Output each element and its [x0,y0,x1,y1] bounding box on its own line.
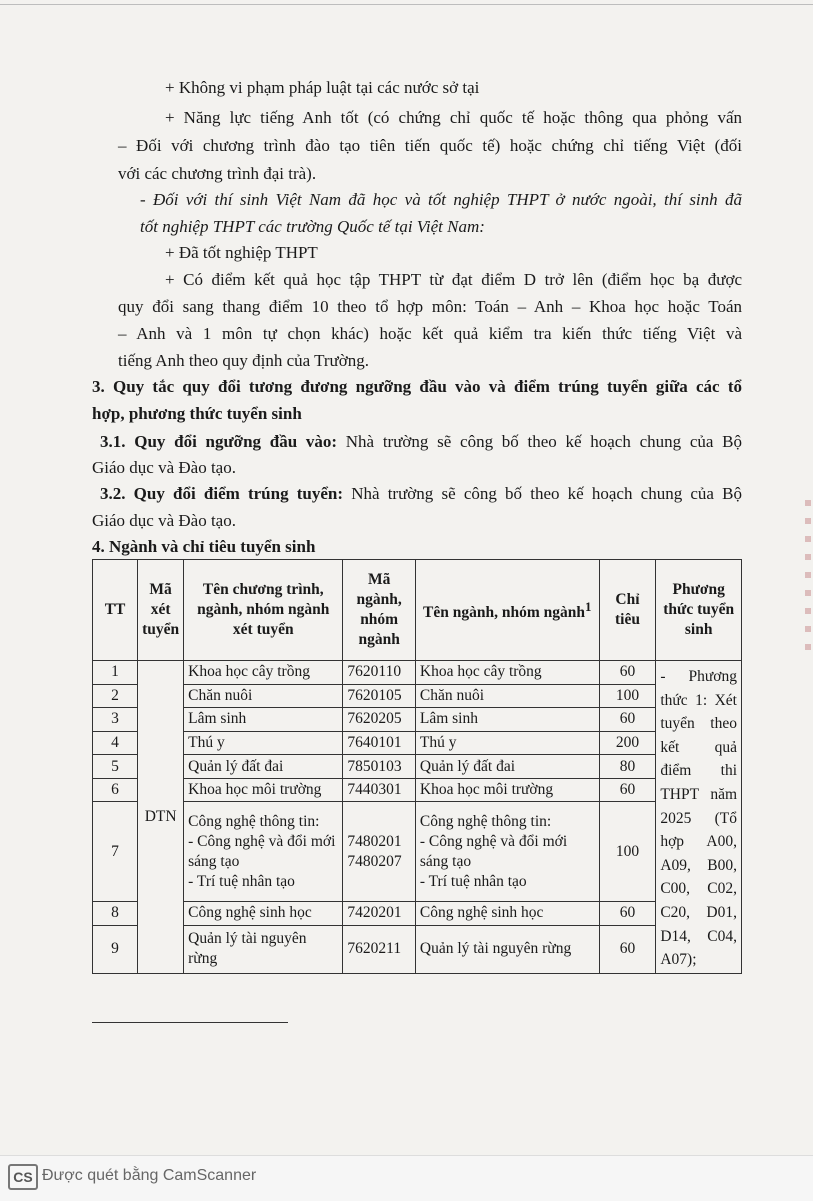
row-tt: 9 [93,925,138,973]
scanner-footer [0,1155,813,1201]
major-line: Công nghệ thông tin: [419,812,552,830]
row-code: 7850103 [343,755,415,779]
row-quota: 80 [599,755,656,779]
section-3-2-label: 3.2. Quy đổi điểm trúng tuyển: [100,484,344,503]
bullet-graduated: + Đã tốt nghiệp THPT [165,243,318,262]
table-row [93,661,742,685]
admission-method-cell: - Phương thức 1: Xét tuyển theo kết quả điểm thi THPT năm 2025 (Tổ hợp A00, A09, B00, C00, C02, C20, D01, D14, C04, A07); [656,661,742,974]
table-row [93,684,742,708]
table-header-row [93,560,742,661]
row-quota: 60 [599,901,656,925]
row-code: 7440301 [343,778,415,802]
row-program: Chăn nuôi [184,684,343,708]
row-quota: 60 [599,778,656,802]
table-row [93,731,742,755]
header-program-name: Tên chương trình, ngành, nhóm ngành xét tuyển [184,560,343,661]
section-3-2-text: Nhà trường sẽ công bố theo kế hoạch chung của Bộ [343,484,742,503]
header-quota: Chỉ tiêu [599,560,656,661]
header-method: Phương thức tuyển sinh [656,560,742,661]
row-major: Khoa học cây trồng [415,661,599,685]
program-line: - Trí tuệ nhân tạo [188,872,295,890]
camscanner-logo: CS [8,1164,38,1190]
foreign-candidates-line2: tốt nghiệp THPT các trường Quốc tế tại Việt Nam: [140,217,485,236]
row-quota: 100 [599,802,656,901]
row-code: 7420201 [343,901,415,925]
bullet-score-line1: + Có điểm kết quả học tập THPT từ đạt điểm D trở lên (điểm học bạ được [165,270,742,289]
row-major: Lâm sinh [415,708,599,732]
row-quota: 60 [599,708,656,732]
table-row [93,708,742,732]
bullet-score-line4: tiếng Anh theo quy định của Trường. [118,351,370,370]
row-code: 7620105 [343,684,415,708]
row-tt: 8 [93,901,138,925]
section-4-heading: 4. Ngành và chỉ tiêu tuyển sinh [92,537,316,556]
row-tt: 3 [93,708,138,732]
row-tt: 4 [93,731,138,755]
section-3-1-label: 3.1. Quy đổi ngưỡng đầu vào: [100,432,338,451]
row-code: 7640101 [343,731,415,755]
row-tt: 6 [93,778,138,802]
footnote-marker: 1 [585,598,592,614]
header-major-name [415,560,599,661]
row-program: Khoa học cây trồng [184,661,343,685]
section-3-heading-line1: 3. Quy tắc quy đổi tương đương ngưỡng đầu vào và điểm trúng tuyển giữa các tổ [92,377,742,396]
ma-xet-tuyen-cell: DTN [138,661,184,974]
row-program: Thú y [184,731,343,755]
section-3-1-line2: Giáo dục và Đào tạo. [92,458,236,477]
bullet-english-line1: + Năng lực tiếng Anh tốt (có chứng chỉ quốc tế hoặc thông qua phỏng vấn [165,108,742,127]
section-3-2-line2: Giáo dục và Đào tạo. [92,511,236,530]
row-major [415,802,599,901]
row-quota: 60 [599,661,656,685]
row-major: Khoa học môi trường [415,778,599,802]
section-3-1-line1 [100,430,742,454]
code-line: 7480207 [347,852,402,870]
table-row [93,802,742,901]
row-tt: 1 [93,661,138,685]
row-program [184,802,343,901]
row-code: 7620110 [343,661,415,685]
row-quota: 200 [599,731,656,755]
row-major: Chăn nuôi [415,684,599,708]
row-program: Quản lý tài nguyên rừng [184,925,343,973]
section-3-2-line1 [100,482,742,506]
row-program: Khoa học môi trường [184,778,343,802]
row-program: Quản lý đất đai [184,755,343,779]
row-tt: 7 [93,802,138,901]
row-tt: 2 [93,684,138,708]
section-3-1-text: Nhà trường sẽ công bố theo kế hoạch chung của Bộ [337,432,742,451]
row-major: Công nghệ sinh học [415,901,599,925]
program-line: - Công nghệ và đổi mới sáng tạo [188,832,336,870]
bullet-no-violation: + Không vi phạm pháp luật tại các nước sở tại [165,78,480,97]
row-code: 7620211 [343,925,415,973]
header-tt: TT [93,560,138,661]
admission-quota-table [92,559,742,974]
header-major-name-text: Tên ngành, nhóm ngành [423,604,586,622]
table-row [93,925,742,973]
row-major: Quản lý tài nguyên rừng [415,925,599,973]
header-major-code: Mã ngành, nhóm ngành [343,560,415,661]
row-code [343,802,415,901]
table-row [93,901,742,925]
row-quota: 60 [599,925,656,973]
table-row [93,755,742,779]
row-program: Công nghệ sinh học [184,901,343,925]
header-ma-xet-tuyen: Mã xét tuyển [138,560,184,661]
camscanner-watermark-text: Được quét bằng CamScanner [42,1167,257,1184]
footnote-separator [92,1022,288,1023]
code-line: 7480201 [347,832,402,850]
bullet-score-line2: quy đổi sang thang điểm 10 theo tổ hợp môn: Toán – Anh – Khoa học hoặc Toán [118,297,742,316]
major-line: - Trí tuệ nhân tạo [419,872,527,890]
program-line: Công nghệ thông tin: [188,812,320,830]
row-program: Lâm sinh [184,708,343,732]
bullet-english-line3: với các chương trình đại trà). [118,164,317,183]
bullet-english-line2: – Đối với chương trình đào tạo tiên tiến quốc tế) hoặc chứng chỉ tiếng Việt (đối [118,136,742,155]
major-line: - Công nghệ và đổi mới sáng tạo [419,832,568,870]
row-tt: 5 [93,755,138,779]
bullet-score-line3: – Anh và 1 môn tự chọn khác) hoặc kết quả kiểm tra kiến thức tiếng Việt và [118,324,742,343]
foreign-candidates-line1: - Đối với thí sinh Việt Nam đã học và tốt nghiệp THPT ở nước ngoài, thí sinh đã [140,190,742,209]
section-3-heading-line2: hợp, phương thức tuyển sinh [92,404,302,423]
row-code: 7620205 [343,708,415,732]
row-major: Thú y [415,731,599,755]
row-quota: 100 [599,684,656,708]
row-major: Quản lý đất đai [415,755,599,779]
table-row [93,778,742,802]
